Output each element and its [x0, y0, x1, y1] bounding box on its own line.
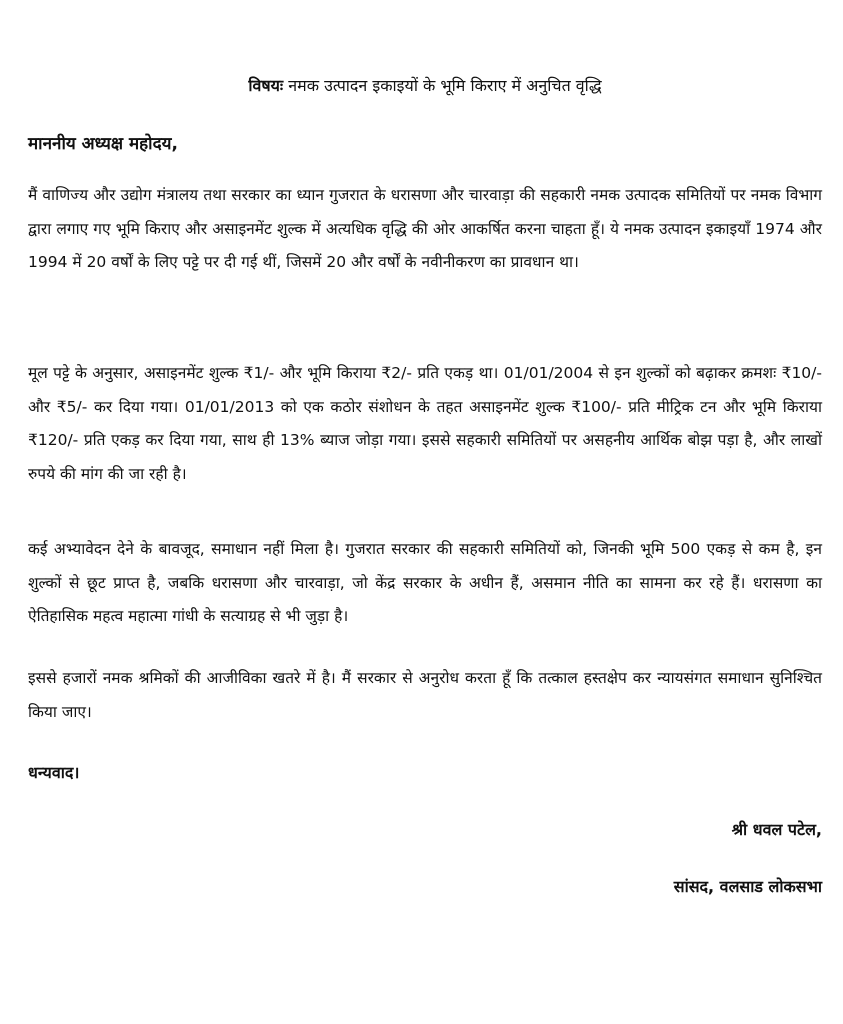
subject-line	[28, 74, 822, 98]
paragraph-1: मैं वाणिज्य और उद्योग मंत्रालय तथा सरकार का ध्यान गुजरात के धरासणा और चारवाड़ा की सहकारी नमक उत्पादक समितियों पर नमक विभाग द्वारा लगाए गए भूमि किराए और असाइनमेंट शुल्क में अत्यधिक वृद्धि की ओर आकर्षित करना चाहता हूँ। ये नमक उत्पादन इकाइयाँ 1974 और 1994 में 20 वर्षों के लिए पट्टे पर दी गई थीं, जिसमें 20 और वर्षों के नवीनीकरण का प्रावधान था।	[28, 186, 822, 271]
signature-name: श्री धवल पटेल,	[731, 820, 822, 839]
salutation: माननीय अध्यक्ष महोदय,	[28, 134, 178, 154]
subject-text: नमक उत्पादन इकाइयों के भूमि किराए में अनुचित वृद्धि	[288, 76, 602, 95]
subject-label: विषयः	[248, 76, 284, 95]
paragraph-2: मूल पट्टे के अनुसार, असाइनमेंट शुल्क ₹1/- और भूमि किराया ₹2/- प्रति एकड़ था। 01/01/2004 से इन शुल्कों को बढ़ाकर क्रमशः ₹10/- और ₹5/- कर दिया गया। 01/01/2013 को एक कठोर संशोधन के तहत असाइनमेंट शुल्क ₹100/- प्रति मीट्रिक टन और भूमि किराया ₹120/- प्रति एकड़ कर दिया गया, साथ ही 13% ब्याज जोड़ा गया। इससे सहकारी समितियों पर असहनीय आर्थिक बोझ पड़ा है, और लाखों रुपये की मांग की जा रही है।	[28, 364, 822, 483]
letter-page	[28, 0, 822, 1024]
paragraph-3: कई अभ्यावेदन देने के बावजूद, समाधान नहीं मिला है। गुजरात सरकार की सहकारी समितियों को, जिनकी भूमि 500 एकड़ से कम है, इन शुल्कों से छूट प्राप्त है, जबकि धरासणा और चारवाड़ा, जो केंद्र सरकार के अधीन हैं, असमान नीति का सामना कर रहे हैं। धरासणा का ऐतिहासिक महत्व महात्मा गांधी के सत्याग्रह से भी जुड़ा है।	[28, 540, 822, 625]
paragraph-4: इससे हजारों नमक श्रमिकों की आजीविका खतरे में है। मैं सरकार से अनुरोध करता हूँ कि तत्काल हस्तक्षेप कर न्यायसंगत समाधान सुनिश्चित किया जाए।	[28, 669, 822, 721]
signature-title: सांसद, वलसाड लोकसभा	[673, 877, 822, 896]
closing: धन्यवाद।	[28, 763, 80, 782]
